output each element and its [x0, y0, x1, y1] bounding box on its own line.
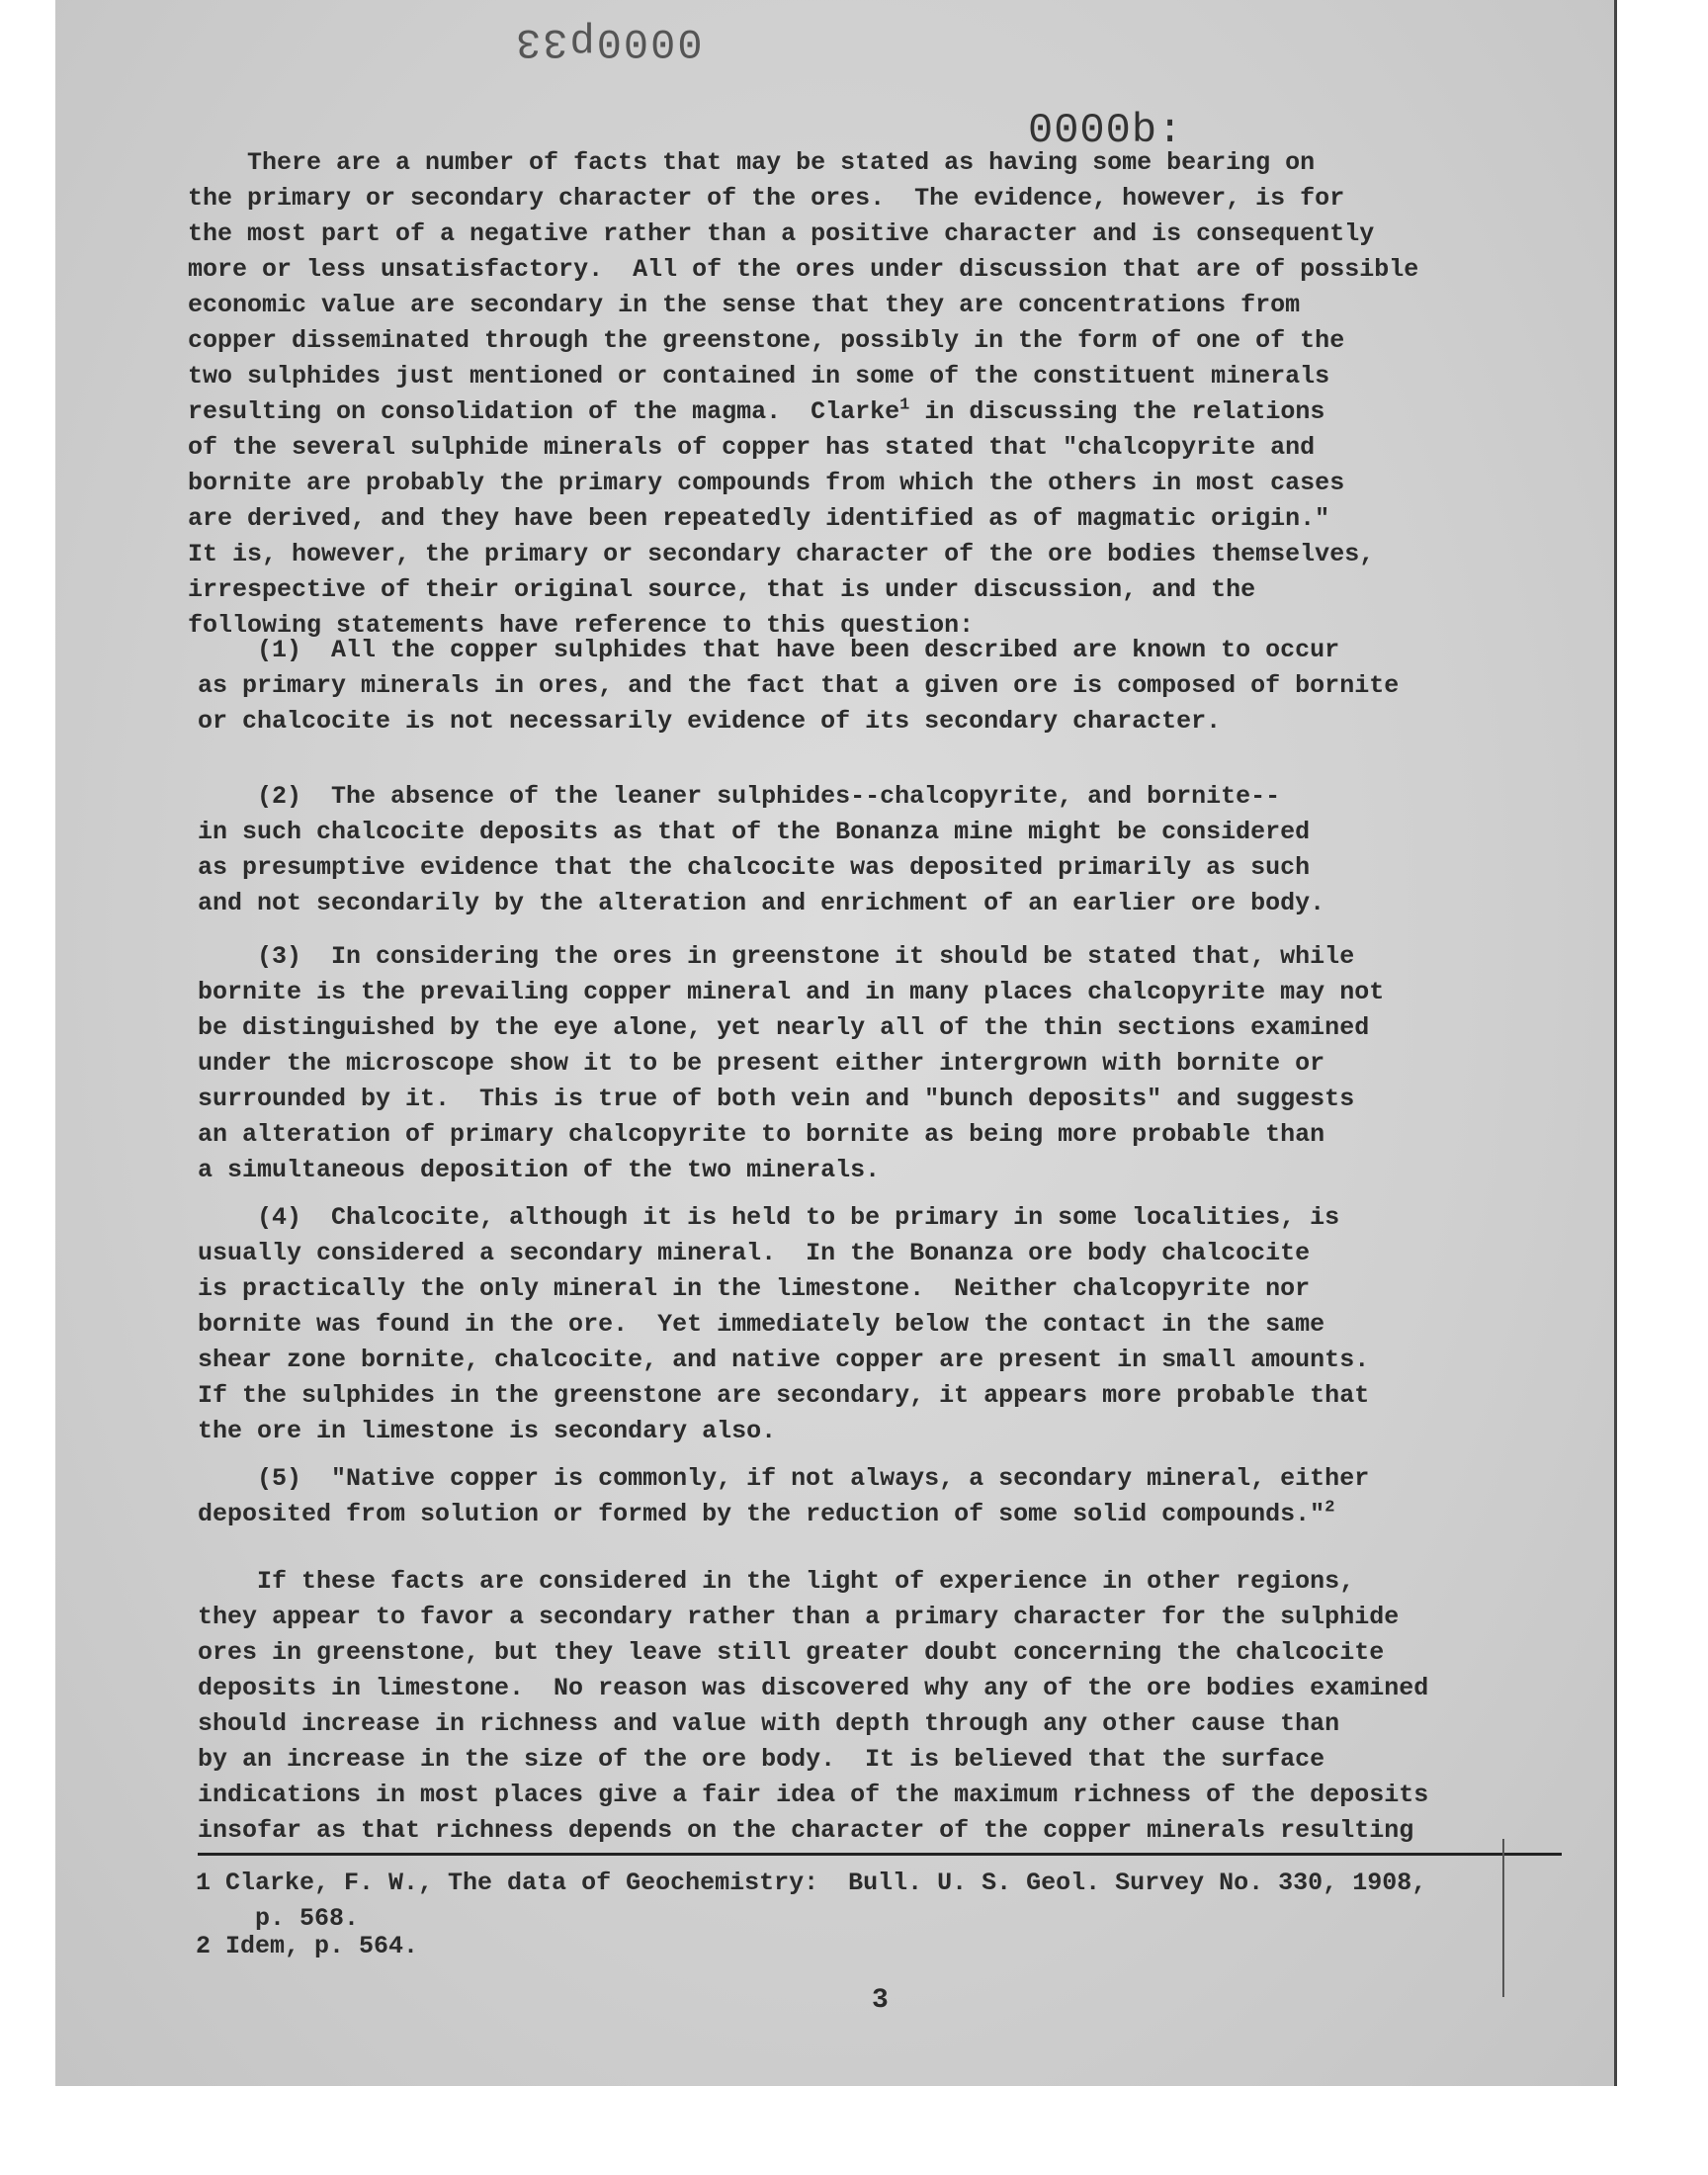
page-number: 3: [872, 1985, 889, 2016]
statement-5: [198, 1461, 1369, 1532]
footnote-2: 2 Idem, p. 564.: [196, 1932, 419, 1960]
intro-text-rest: in discussing the relations of the several sulphide minerals of copper has stated that "chalcopyrite and bornite are probably the primary compounds from which the others in most cases are derived, and they have been repeatedly identified as of magmatic origin." It is, however, the primary or secondary character of the ore bodies themselves, irrespective of their original source, that is under discussion, and the following statements have reference to this question:: [188, 397, 1375, 640]
statement-2: (2) The absence of the leaner sulphides--chalcopyrite, and bornite-- in such chalcocite deposits as that of the Bonanza mine might be considered as presumptive evidence that the chalcocite was deposited primarily as such and not secondarily by the alteration and enrichment of an earlier ore body.: [198, 782, 1325, 917]
document-number-stamp-inverted: 0000p33: [514, 18, 703, 65]
pen-mark: [1502, 1839, 1504, 1997]
footnote-divider: [198, 1853, 1562, 1856]
statement-5-text: (5) "Native copper is commonly, if not always, a secondary mineral, either deposited from solution or formed by the reduction of some solid compounds.": [198, 1464, 1370, 1528]
footnote-1: 1 Clarke, F. W., The data of Geochemistry: Bull. U. S. Geol. Survey No. 330, 1908, p. 568.: [196, 1869, 1427, 1933]
statement-4: (4) Chalcocite, although it is held to be primary in some localities, is usually considered a secondary mineral. In the Bonanza ore body chalcocite is practically the only mineral in the limestone. Neither chalcopyrite nor bornite was found in the ore. Yet immediately below the contact in the same shear zone bornite, chalcocite, and native copper are present in small amounts. If the sulphides in the greenstone are secondary, it appears more probable that the ore in limestone is secondary also.: [198, 1203, 1370, 1445]
statement-3: (3) In considering the ores in greenstone it should be stated that, while bornite is the prevailing copper mineral and in many places chalcopyrite may not be distinguished by the eye alone, yet nearly all of the thin sections examined under the microscope show it to be present either intergrown with bornite or surrounded by it. This is true of both vein and "bunch deposits" and suggests an alteration of primary chalcopyrite to bornite as being more probable than a simultaneous deposition of the two minerals.: [198, 942, 1385, 1184]
document-number-stamp: 0000b:: [1028, 107, 1184, 154]
footnote-ref-1: 1: [899, 395, 910, 415]
conclusion-paragraph: If these facts are considered in the light of experience in other regions, they appear to favor a secondary rather than a primary character for the sulphide ores in greenstone, but they leave still greater doubt concerning the chalcocite deposits in limestone. No reason was discovered why any of the ore bodies examined should increase in richness and value with depth through any other cause than by an increase in the size of the ore body. It is believed that the surface indications in most places give a fair idea of the maximum richness of the deposits insofar as that richness depends on the character of the copper minerals resulting: [198, 1567, 1429, 1845]
footnote-ref-2: 2: [1324, 1498, 1335, 1518]
intro-text: There are a number of facts that may be stated as having some bearing on the primary or secondary character of the ores. The evidence, however, is for the most part of a negative rather than a positive character and is consequently more or less unsatisfactory. All of the ores under discussion that are of possible economic value are secondary in the sense that they are concentrations from copper disseminated through the greenstone, possibly in the form of one of the two sulphides just mentioned or contained in some of the constituent minerals resulting on consolidation of the magma. Clarke: [188, 148, 1419, 426]
intro-paragraph: [188, 145, 1418, 644]
statement-1: (1) All the copper sulphides that have been described are known to occur as primary minerals in ores, and the fact that a given ore is composed of bornite or chalcocite is not necessarily evidence of its secondary character.: [198, 636, 1400, 736]
